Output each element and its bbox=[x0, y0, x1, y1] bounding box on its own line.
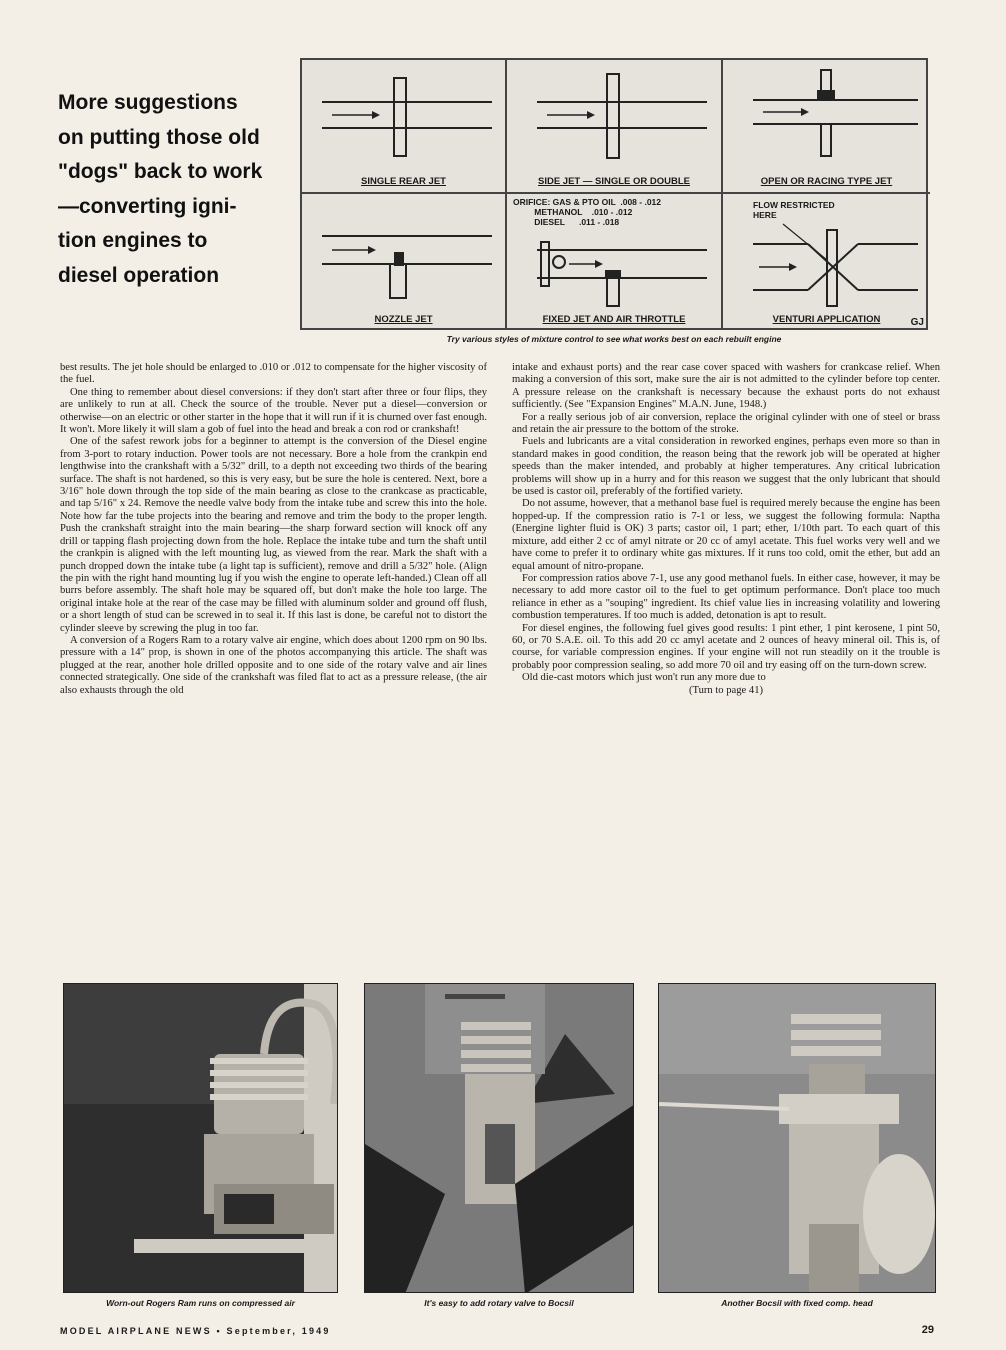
photo-caption: It's easy to add rotary valve to Bocsil bbox=[424, 1298, 574, 1308]
paragraph: One of the safest rework jobs for a beginner to attempt is the conversion of the Diesel engine from 3-port to rotary induction. Power tools are not necessary. Bore a hole from the crankpin end lengthwise into the crankshaft with a 5/32" drill, to a depth not exceeding two thirds of the bearing surface. The shaft is not hardened, so this is very easy, but be sure the hole is centered. Next, bore a 3/16" hole down through the top side of the main bearing as close to the crankcase as practicable, and tap 5/16" x 24. Remove the needle valve body from the intake tube and screw this into the hole. Note how far the tube projects into the bearing and remove and trim the body to the proper length. Push the crankshaft straight into the main bearing—the sharp forward section will knock off any drill or tapping flash projecting down from the hole. Replace the intake tube and turn the shaft until the crankpin is aligned with the left mounting lug, as viewed from the rear. Mark the shaft with a punch dropped down the intake tube (a light tap is sufficient), remove and drill a 5/32" hole. (Align the pin with the right hand mounting lug if you wish the engine to operate left-handed.) Clean off all burrs before assembly. The shaft hole may be squared off, but don't make the hole too large. The original intake hole at the rear of the case may be filled with aluminum solder and ground off flush, or a short length of stud can be screwed in to seal it. If this last is done, be careful not to distort the cylinder sleeve by screwing the plug in too far. bbox=[60, 436, 487, 634]
diagram-cell-single-rear-jet bbox=[302, 60, 507, 194]
side-jet-drawing bbox=[507, 60, 723, 194]
orifice-sizes-note: ORIFICE: GAS & PTO OIL .008 - .012 METHANOL .010 - .012 DIESEL .011 - .018 bbox=[513, 197, 662, 227]
headline-line: —converting igni- bbox=[58, 194, 237, 218]
headline-line: More suggestions bbox=[58, 91, 238, 114]
photo-caption: Another Bocsil with fixed comp. head bbox=[721, 1298, 873, 1308]
photo-bocsil-rotary bbox=[364, 983, 634, 1293]
jet-diagram bbox=[300, 58, 928, 330]
fixed-jet-drawing bbox=[507, 194, 723, 330]
right-text-column bbox=[512, 362, 940, 697]
magazine-footer: MODEL AIRPLANE NEWS • September, 1949 bbox=[60, 1326, 331, 1336]
diagram-caption: VENTURI APPLICATION bbox=[772, 314, 881, 325]
paragraph: For a really serious job of air conversion, replace the original cylinder with one of steel or brass and retain the air pressure to the bottom of the stroke. bbox=[512, 411, 940, 436]
diagram-cell-nozzle-jet bbox=[302, 194, 507, 330]
paragraph: intake and exhaust ports) and the rear case cover spaced with washers for crankcase relief. When making a conversion of this sort, make sure the air is not admitted to the cylinder before top center. A pressure release on the crankshaft is necessary because the exhaust ports do not exhaust sufficiently. (See "Expansion Engines" M.A.N. June, 1948.) bbox=[512, 362, 940, 411]
diagram-cell-fixed-jet bbox=[507, 194, 723, 330]
left-text-column bbox=[60, 362, 487, 697]
flow-restricted-note: FLOW RESTRICTED HERE bbox=[753, 200, 835, 220]
engine-photo-image bbox=[365, 984, 634, 1293]
diagram-caption-text: Try various styles of mixture control to see what works best on each rebuilt engine bbox=[446, 334, 782, 344]
headline-line: tion engines to bbox=[58, 229, 208, 252]
headline-line: on putting those old bbox=[58, 125, 260, 149]
paragraph: best results. The jet hole should be enlarged to .010 or .012 to compensate for the higher viscosity of the fuel. bbox=[60, 362, 487, 386]
photo-caption: Worn-out Rogers Ram runs on compressed air bbox=[106, 1298, 295, 1308]
headline-line: "dogs" back to work bbox=[58, 160, 263, 183]
nozzle-jet-drawing bbox=[302, 194, 507, 330]
engine-photo-image bbox=[64, 984, 338, 1293]
photo-rogers-ram bbox=[63, 983, 338, 1293]
paragraph: Old die-cast motors which just won't run any more due to bbox=[522, 672, 766, 684]
paragraph: For compression ratios above 7-1, use any good methanol fuels. In either case, however, it may be necessary to add more castor oil to the fuel to get optimum performance. Don't place too much reliance in ether as a "souping" ingredient. Its chief value lies in increasing volatility and lowering combustion temperatures. If too much is added, detonation is apt to result. bbox=[512, 572, 940, 622]
paragraph: For diesel engines, the following fuel gives good results: 1 pint ether, 1 pint kerosene, 1 pint 50, 60, or 70 S.A.E. oil. To this add 20 cc amyl acetate and 2 ounces of heavy mineral oil. This is, of course, for variable compression engines. If your engine will not run steadily on it the trouble is probably poor compression sealing, so add more 70 oil and try easing off on the turn-down screw. bbox=[512, 622, 940, 671]
headline bbox=[58, 86, 280, 293]
headline-line: diesel operation bbox=[58, 263, 220, 287]
artist-mark: GJ bbox=[910, 317, 924, 328]
diagram-caption: SINGLE REAR JET bbox=[361, 176, 446, 187]
paragraph: Do not assume, however, that a methanol base fuel is required merely because the engine has been hopped-up. If the compression ratio is 7-1 or less, we suggest the following formula: Naptha (Energine lighter fluid is OK) 3 parts; castor oil, 1 part; ether, 1/10th part. To each quart of this mixture, add either 2 cc of amyl nitrate or 20 cc of amyl acetate. This fuel works very well and we have come to prefer it to ordinary white gas mixtures. If it runs too cold, omit the ether, but add an equal amount of nitro-propane. bbox=[512, 498, 940, 572]
paragraph: A conversion of a Rogers Ram to a rotary valve air engine, which does about 1200 rpm on 90 lbs. pressure with a 14" prop, is shown in one of the photos accompanying this article. The shaft was plugged at the rear, another hole drilled opposite and to one side of the rotary valve and air lines connected strategically. One side of the crankshaft was filed flat to act as a pressure release, (the air also exhausts through the old bbox=[60, 634, 487, 696]
open-racing-jet-drawing bbox=[723, 60, 930, 194]
single-rear-jet-drawing bbox=[302, 60, 507, 194]
diagram-caption: NOZZLE JET bbox=[374, 314, 433, 325]
photo-bocsil-fixed-head bbox=[658, 983, 936, 1293]
diagram-caption: SIDE JET — SINGLE OR DOUBLE bbox=[537, 176, 691, 187]
paragraph: Fuels and lubricants are a vital consideration in reworked engines, perhaps even more so than in standard makes in good condition, the reason being that the rework job will be operated at higher speeds than the maker intended, and probably at higher temperatures. Any critical lubrication problems will show up in a hurry and for this reason we suggest that the only lubricant that should be used is castor oil, preferably of the fortified variety. bbox=[512, 436, 940, 498]
venturi-drawing bbox=[723, 194, 930, 330]
diagram-caption: FIXED JET AND AIR THROTTLE bbox=[542, 314, 686, 325]
paragraph: One thing to remember about diesel conversions: if they don't start after three or four flips, they are unlikely to run at all. Check the source of the trouble. Never put a diesel—conversion or otherwise—on an electric or other starter in the hope that it will run if it is churned over fast enough. It won't. More likely it will slam a gob of fuel into the head and break a con rod or crankshaft! bbox=[60, 386, 487, 436]
engine-photo-image bbox=[659, 984, 936, 1293]
diagram-caption: OPEN OR RACING TYPE JET bbox=[760, 176, 893, 187]
continued-note: (Turn to page 41) bbox=[688, 684, 764, 696]
diagram-cell-side-jet bbox=[507, 60, 723, 194]
page-number: 29 bbox=[921, 1324, 934, 1336]
diagram-cell-open-racing-jet bbox=[723, 60, 930, 194]
diagram-cell-venturi bbox=[723, 194, 930, 330]
